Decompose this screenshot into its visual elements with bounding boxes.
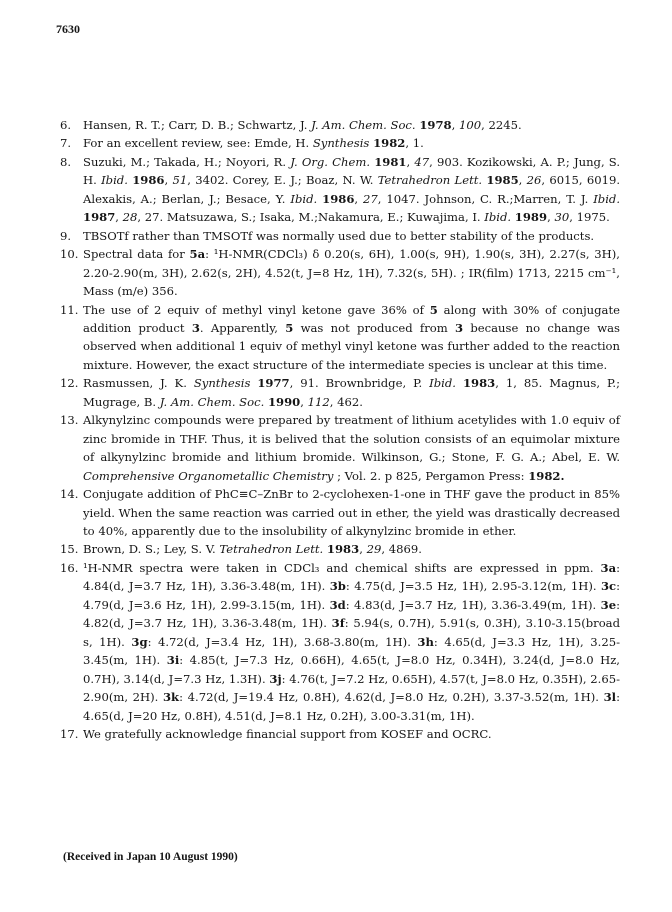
reference-text-fragment: , xyxy=(451,118,459,132)
reference-text-fragment: : ¹H-NMR(CDCl₃) δ 0.20(s, 6H), 1.00(s, 9H), 1.90(s, 3H), 2.27(s, 3H), 2.20-2.90(m, 3H), 2.62(s, 2H), 4.52(t, J=8 Hz, 1H), 7.32(s, 5H). ; IR(film) 1713, 2215 cm⁻¹, Mass (m/e) 356. xyxy=(83,247,620,299)
reference-text xyxy=(83,245,620,300)
reference-text-fragment: 29 xyxy=(366,542,382,557)
reference-text-fragment: 1986 xyxy=(322,191,355,206)
reference-text-fragment: TBSOTf rather than TMSOTf was normally used due to better stability of the products. xyxy=(83,228,595,243)
reference-text-fragment: 100 xyxy=(458,118,482,132)
reference-text-fragment: : 4.72(d, J=19.4 Hz, 0.8H), 4.62(d, J=8.0 Hz, 0.2H), 3.37-3.52(m, 1H). xyxy=(179,690,604,705)
reference-text-fragment: 3j xyxy=(269,671,282,686)
reference-text-fragment: 1985 xyxy=(486,173,519,188)
reference-text-fragment: : 4.72(d, J=3.4 Hz, 1H), 3.68-3.80(m, 1H). xyxy=(147,634,418,649)
reference-text-fragment: Rasmussen, J. K. xyxy=(83,376,194,391)
page-number: 7630 xyxy=(56,22,80,36)
reference-text-fragment: : 4.65(d, J=3.3 Hz, 1H), 3.25-3.45(m, 1H). xyxy=(83,634,620,668)
reference-text-fragment: , xyxy=(406,154,415,169)
reference-number: 14. xyxy=(60,487,79,502)
reference-text xyxy=(83,153,620,227)
reference-text-fragment: 1986 xyxy=(132,173,165,188)
reference-text-fragment: , 4869. xyxy=(381,542,422,557)
reference-text-fragment: Ibid. xyxy=(484,210,512,225)
reference-text-fragment: , 1047. Johnson, C. R.;Marren, T. J. xyxy=(377,191,594,206)
reference-text-fragment: , xyxy=(354,191,364,206)
reference-text-fragment: 3f xyxy=(331,616,345,631)
reference-text-fragment: , 6015, 6019. Alexakis, A.; Berlan, J.; Besace, Y. xyxy=(83,173,621,206)
reference-text-fragment: , 91. Brownbridge, P. xyxy=(289,376,430,391)
reference-text xyxy=(83,301,620,375)
reference-item xyxy=(60,559,620,725)
reference-text xyxy=(83,411,620,485)
reference-text-fragment: because no change was observed when additional 1 equiv of methyl vinyl ketone was further added to the reaction mixture. However, the exact structure of the intermediate species is unclear at this time. xyxy=(83,320,621,372)
reference-text-fragment: Spectral data for xyxy=(83,247,190,262)
reference-text-fragment: 1982 xyxy=(373,136,406,151)
reference-text-fragment: 5a xyxy=(189,247,206,262)
reference-text-fragment: : 4.76(t, J=7.2 Hz, 0.65H), 4.57(t, J=8.0 Hz, 0.35H), 2.65-2.90(m, 2H). xyxy=(83,671,620,705)
reference-text xyxy=(83,116,620,134)
reference-text-fragment: Ibid. xyxy=(429,376,456,391)
reference-text-fragment: , xyxy=(547,210,555,225)
reference-item xyxy=(60,227,620,245)
reference-text-fragment: Tetrahedron Lett. xyxy=(377,173,483,188)
reference-number: 11. xyxy=(60,302,79,317)
reference-number: 16. xyxy=(60,560,79,575)
reference-text-fragment: 1982. xyxy=(528,468,565,483)
reference-text-fragment: , 903. Kozikowski, A. P.; Jung, S. H. xyxy=(83,154,621,188)
reference-text-fragment: along with 30% of conjugate addition product xyxy=(83,302,620,335)
reference-text-fragment: 112 xyxy=(307,394,330,409)
reference-list xyxy=(60,116,620,743)
reference-text-fragment: : 4.84(d, J=3.7 Hz, 1H), 3.36-3.48(m, 1H). xyxy=(83,560,620,594)
reference-text-fragment: : 4.79(d, J=3.6 Hz, 1H), 2.99-3.15(m, 1H). xyxy=(83,579,620,612)
reference-text-fragment: 3 xyxy=(455,320,464,335)
reference-text-fragment: 3c xyxy=(600,579,617,594)
reference-text-fragment: : 4.83(d, J=3.7 Hz, 1H), 3.36-3.49(m, 1H). xyxy=(345,597,601,612)
reference-item xyxy=(60,245,620,300)
reference-text-fragment: 1981 xyxy=(374,154,407,169)
reference-text-fragment: 3e xyxy=(600,597,617,612)
reference-text-fragment: 1989 xyxy=(514,210,548,225)
reference-item xyxy=(60,725,620,743)
reference-text-fragment: , 1975. xyxy=(569,210,610,225)
reference-text-fragment: Tetrahedron Lett. xyxy=(219,542,324,557)
reference-text-fragment: ¹H-NMR spectra were taken in CDCl₃ and chemical shifts are expressed in ppm. xyxy=(83,560,601,575)
reference-item xyxy=(60,116,620,134)
reference-text-fragment: 3d xyxy=(329,597,346,612)
reference-text-fragment: Comprehensive Organometallic Chemistry xyxy=(83,468,334,483)
reference-text xyxy=(83,374,620,411)
reference-text-fragment: 5 xyxy=(285,320,294,335)
reference-text-fragment: Suzuki, M.; Takada, H.; Noyori, R. xyxy=(83,154,291,169)
reference-text-fragment: , xyxy=(300,394,308,409)
reference-text-fragment: 1990 xyxy=(267,394,301,409)
reference-text-fragment: , 1. xyxy=(405,136,424,151)
reference-text-fragment: : 4.65(d, J=20 Hz, 0.8H), 4.51(d, J=8.1 Hz, 0.2H), 3.00-3.31(m, 1H). xyxy=(83,690,620,723)
reference-text-fragment: 1983 xyxy=(326,542,360,557)
reference-text-fragment: 3b xyxy=(329,579,346,594)
reference-number: 8. xyxy=(60,154,72,169)
reference-text xyxy=(83,725,620,743)
reference-number: 6. xyxy=(60,118,72,132)
reference-number: 7. xyxy=(60,136,72,151)
reference-text-fragment: The use of 2 equiv of methyl vinyl ketone gave 36% of xyxy=(83,302,430,317)
reference-text-fragment: J. Am. Chem. Soc. xyxy=(311,118,416,132)
reference-text-fragment: J. Am. Chem. Soc. xyxy=(159,394,265,409)
reference-item xyxy=(60,301,620,375)
reference-text-fragment: , 27. Matsuzawa, S.; Isaka, M.;Nakamura, E.; Kuwajima, I. xyxy=(137,210,485,225)
reference-text-fragment: , xyxy=(164,173,173,188)
reference-text-fragment: 30 xyxy=(554,210,570,225)
reference-item xyxy=(60,153,620,227)
reference-text-fragment: 3k xyxy=(162,690,180,705)
reference-item xyxy=(60,485,620,540)
reference-text-fragment: : 4.82(d, J=3.7 Hz, 1H), 3.36-3.48(m, 1H). xyxy=(83,597,620,631)
reference-text xyxy=(83,134,620,152)
reference-text-fragment: Synthesis xyxy=(193,376,251,391)
reference-item xyxy=(60,134,620,152)
reference-text-fragment: : 4.85(t, J=7.3 Hz, 0.66H), 4.65(t, J=8.0 Hz, 0.34H), 3.24(d, J=8.0 Hz, 0.7H), 3.14(d, J=7.3 Hz, 1.3H). xyxy=(83,653,620,686)
reference-text-fragment: , 1, 85. Magnus, P.; Mugrage, B. xyxy=(83,376,621,409)
reference-text-fragment: Ibid. xyxy=(101,173,128,188)
reference-text-fragment: 28 xyxy=(122,210,138,225)
reference-text-fragment: , 462. xyxy=(329,394,363,409)
reference-text-fragment: 1987 xyxy=(83,210,116,225)
reference-text-fragment: 3i xyxy=(166,653,180,668)
reference-number: 12. xyxy=(60,376,79,391)
reference-text-fragment: Conjugate addition of PhC≡C–ZnBr to 2-cyclohexen-1-one in THF gave the product in 85% yield. When the same reaction was carried out in ether, the yield was drastically decreased to 40%, apparently due to the insolubility of alkynylzinc bromide in ether. xyxy=(83,487,620,538)
reference-text-fragment: For an excellent review, see: Emde, H. xyxy=(83,136,313,151)
reference-text-fragment: , 2245. xyxy=(481,118,522,132)
reference-text-fragment: ; Vol. 2. p 825, Pergamon Press: xyxy=(333,468,529,483)
reference-text-fragment: We gratefully acknowledge financial support from KOSEF and OCRC. xyxy=(83,726,492,741)
reference-text xyxy=(83,485,620,540)
reference-text-fragment: : 5.94(s, 0.7H), 5.91(s, 0.3H), 3.10-3.15(broad s, 1H). xyxy=(83,616,621,649)
reference-text-fragment: : 4.75(d, J=3.5 Hz, 1H), 2.95-3.12(m, 1H). xyxy=(345,579,601,594)
reference-text-fragment: 1978 xyxy=(419,118,452,132)
reference-text-fragment: 3h xyxy=(417,634,434,649)
received-date: (Received in Japan 10 August 1990) xyxy=(63,851,238,863)
reference-text-fragment: J. Org. Chem. xyxy=(290,154,371,169)
reference-text-fragment: , xyxy=(115,210,123,225)
reference-text-fragment: , xyxy=(518,173,527,188)
reference-item xyxy=(60,374,620,411)
reference-text-fragment xyxy=(456,376,463,390)
reference-text-fragment: Synthesis xyxy=(312,136,370,151)
reference-text xyxy=(83,227,620,245)
reference-text-fragment: , xyxy=(359,542,367,557)
reference-text-fragment: Brown, D. S.; Ley, S. V. xyxy=(83,542,220,557)
reference-text-fragment: 1983 xyxy=(462,376,496,391)
reference-text-fragment: Ibid. xyxy=(593,191,621,206)
reference-text-fragment: 1977 xyxy=(257,376,290,391)
reference-text-fragment: Alkynylzinc compounds were prepared by treatment of lithium acetylides with 1.0 equiv of zinc bromide in THF. Thus, it is belived that the solution consists of an equimolar mixture of alkynylzinc bromide and lithium bromide. Wilkinson, G.; Stone, F. G. A.; Abel, E. W. xyxy=(83,413,620,465)
reference-text-fragment: 3a xyxy=(600,560,617,575)
reference-item xyxy=(60,540,620,558)
reference-text-fragment: 51 xyxy=(172,173,188,188)
reference-text-fragment: Ibid. xyxy=(290,191,318,206)
reference-text-fragment: Hansen, R. T.; Carr, D. B.; Schwartz, J. xyxy=(83,118,312,132)
reference-item xyxy=(60,411,620,485)
reference-text xyxy=(83,559,620,725)
reference-number: 15. xyxy=(60,542,79,557)
reference-number: 10. xyxy=(60,247,79,262)
reference-text-fragment: 27 xyxy=(363,191,378,206)
reference-text-fragment: . Apparently, xyxy=(199,320,286,335)
reference-text xyxy=(83,540,620,558)
reference-number: 9. xyxy=(60,228,72,243)
reference-text-fragment: 3l xyxy=(603,690,617,705)
reference-text-fragment: 3 xyxy=(191,320,200,335)
reference-text-fragment: 47 xyxy=(414,154,430,169)
reference-number: 13. xyxy=(60,413,79,428)
reference-text-fragment: 3g xyxy=(131,634,148,649)
reference-text-fragment: , 3402. Corey, E. J.; Boaz, N. W. xyxy=(187,173,378,188)
reference-text-fragment: was not produced from xyxy=(293,320,455,335)
reference-text-fragment: 5 xyxy=(429,302,438,317)
reference-text-fragment: 26 xyxy=(526,173,542,188)
reference-number: 17. xyxy=(60,726,79,741)
